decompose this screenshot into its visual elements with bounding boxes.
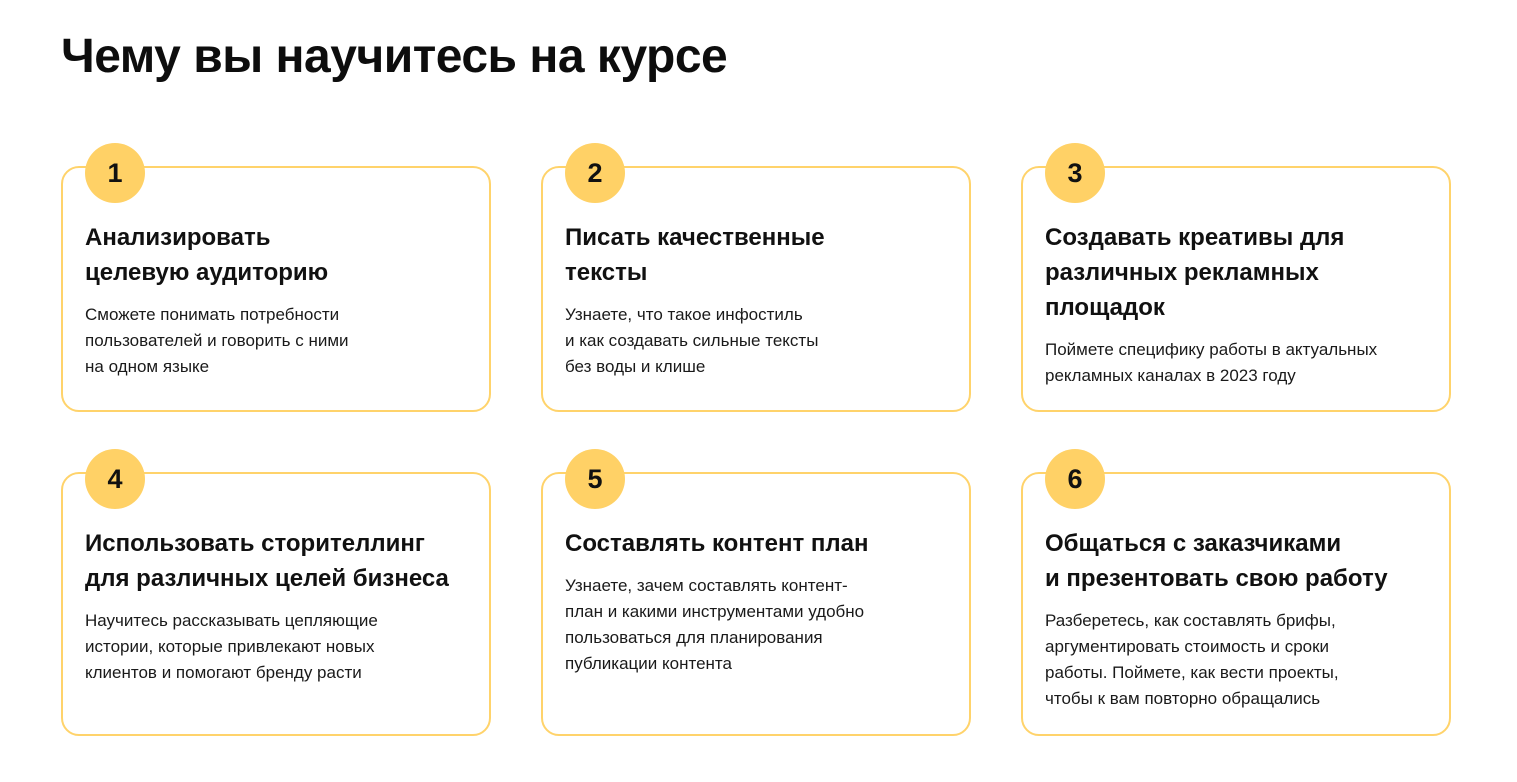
card-title: Составлять контент план <box>565 530 869 557</box>
card-title: Писать качественные тексты <box>565 224 825 286</box>
card-description: Разберетесь, как составлять брифы, аргументировать стоимость и сроки работы. Поймете, как вести проекты, чтобы к вам повторно обращались <box>1045 611 1339 708</box>
card-number-badge: 4 <box>85 449 145 509</box>
card-description: Узнаете, что такое инфостиль и как создавать сильные тексты без воды и клише <box>565 305 819 376</box>
card-number-badge: 2 <box>565 143 625 203</box>
card-description: Сможете понимать потребности пользователей и говорить с ними на одном языке <box>85 305 349 376</box>
card-title: Анализировать целевую аудиторию <box>85 224 329 286</box>
card-number-badge: 5 <box>565 449 625 509</box>
card-description: Научитесь рассказывать цепляющие истории, которые привлекают новых клиентов и помогают бренду расти <box>85 611 378 682</box>
card-description: Поймете специфику работы в актуальных рекламных каналах в 2023 году <box>1045 340 1378 385</box>
card-description: Узнаете, зачем составлять контент- план и какими инструментами удобно пользоваться для планирования публикации контента <box>565 576 865 673</box>
skill-card <box>61 463 491 736</box>
card-title: Использовать сторителлинг для различных целей бизнеса <box>85 530 449 592</box>
card-number-badge: 1 <box>85 143 145 203</box>
skill-card <box>1021 157 1451 412</box>
skill-card <box>541 157 971 412</box>
card-number-badge: 6 <box>1045 449 1105 509</box>
card-title: Создавать креативы для различных рекламных площадок <box>1045 224 1345 321</box>
card-title: Общаться с заказчиками и презентовать свою работу <box>1045 530 1388 592</box>
skill-card <box>61 157 491 412</box>
skill-card <box>541 463 971 736</box>
skill-card <box>1021 463 1451 736</box>
page-title: Чему вы научитесь на курсе <box>61 30 728 83</box>
card-number-badge: 3 <box>1045 143 1105 203</box>
